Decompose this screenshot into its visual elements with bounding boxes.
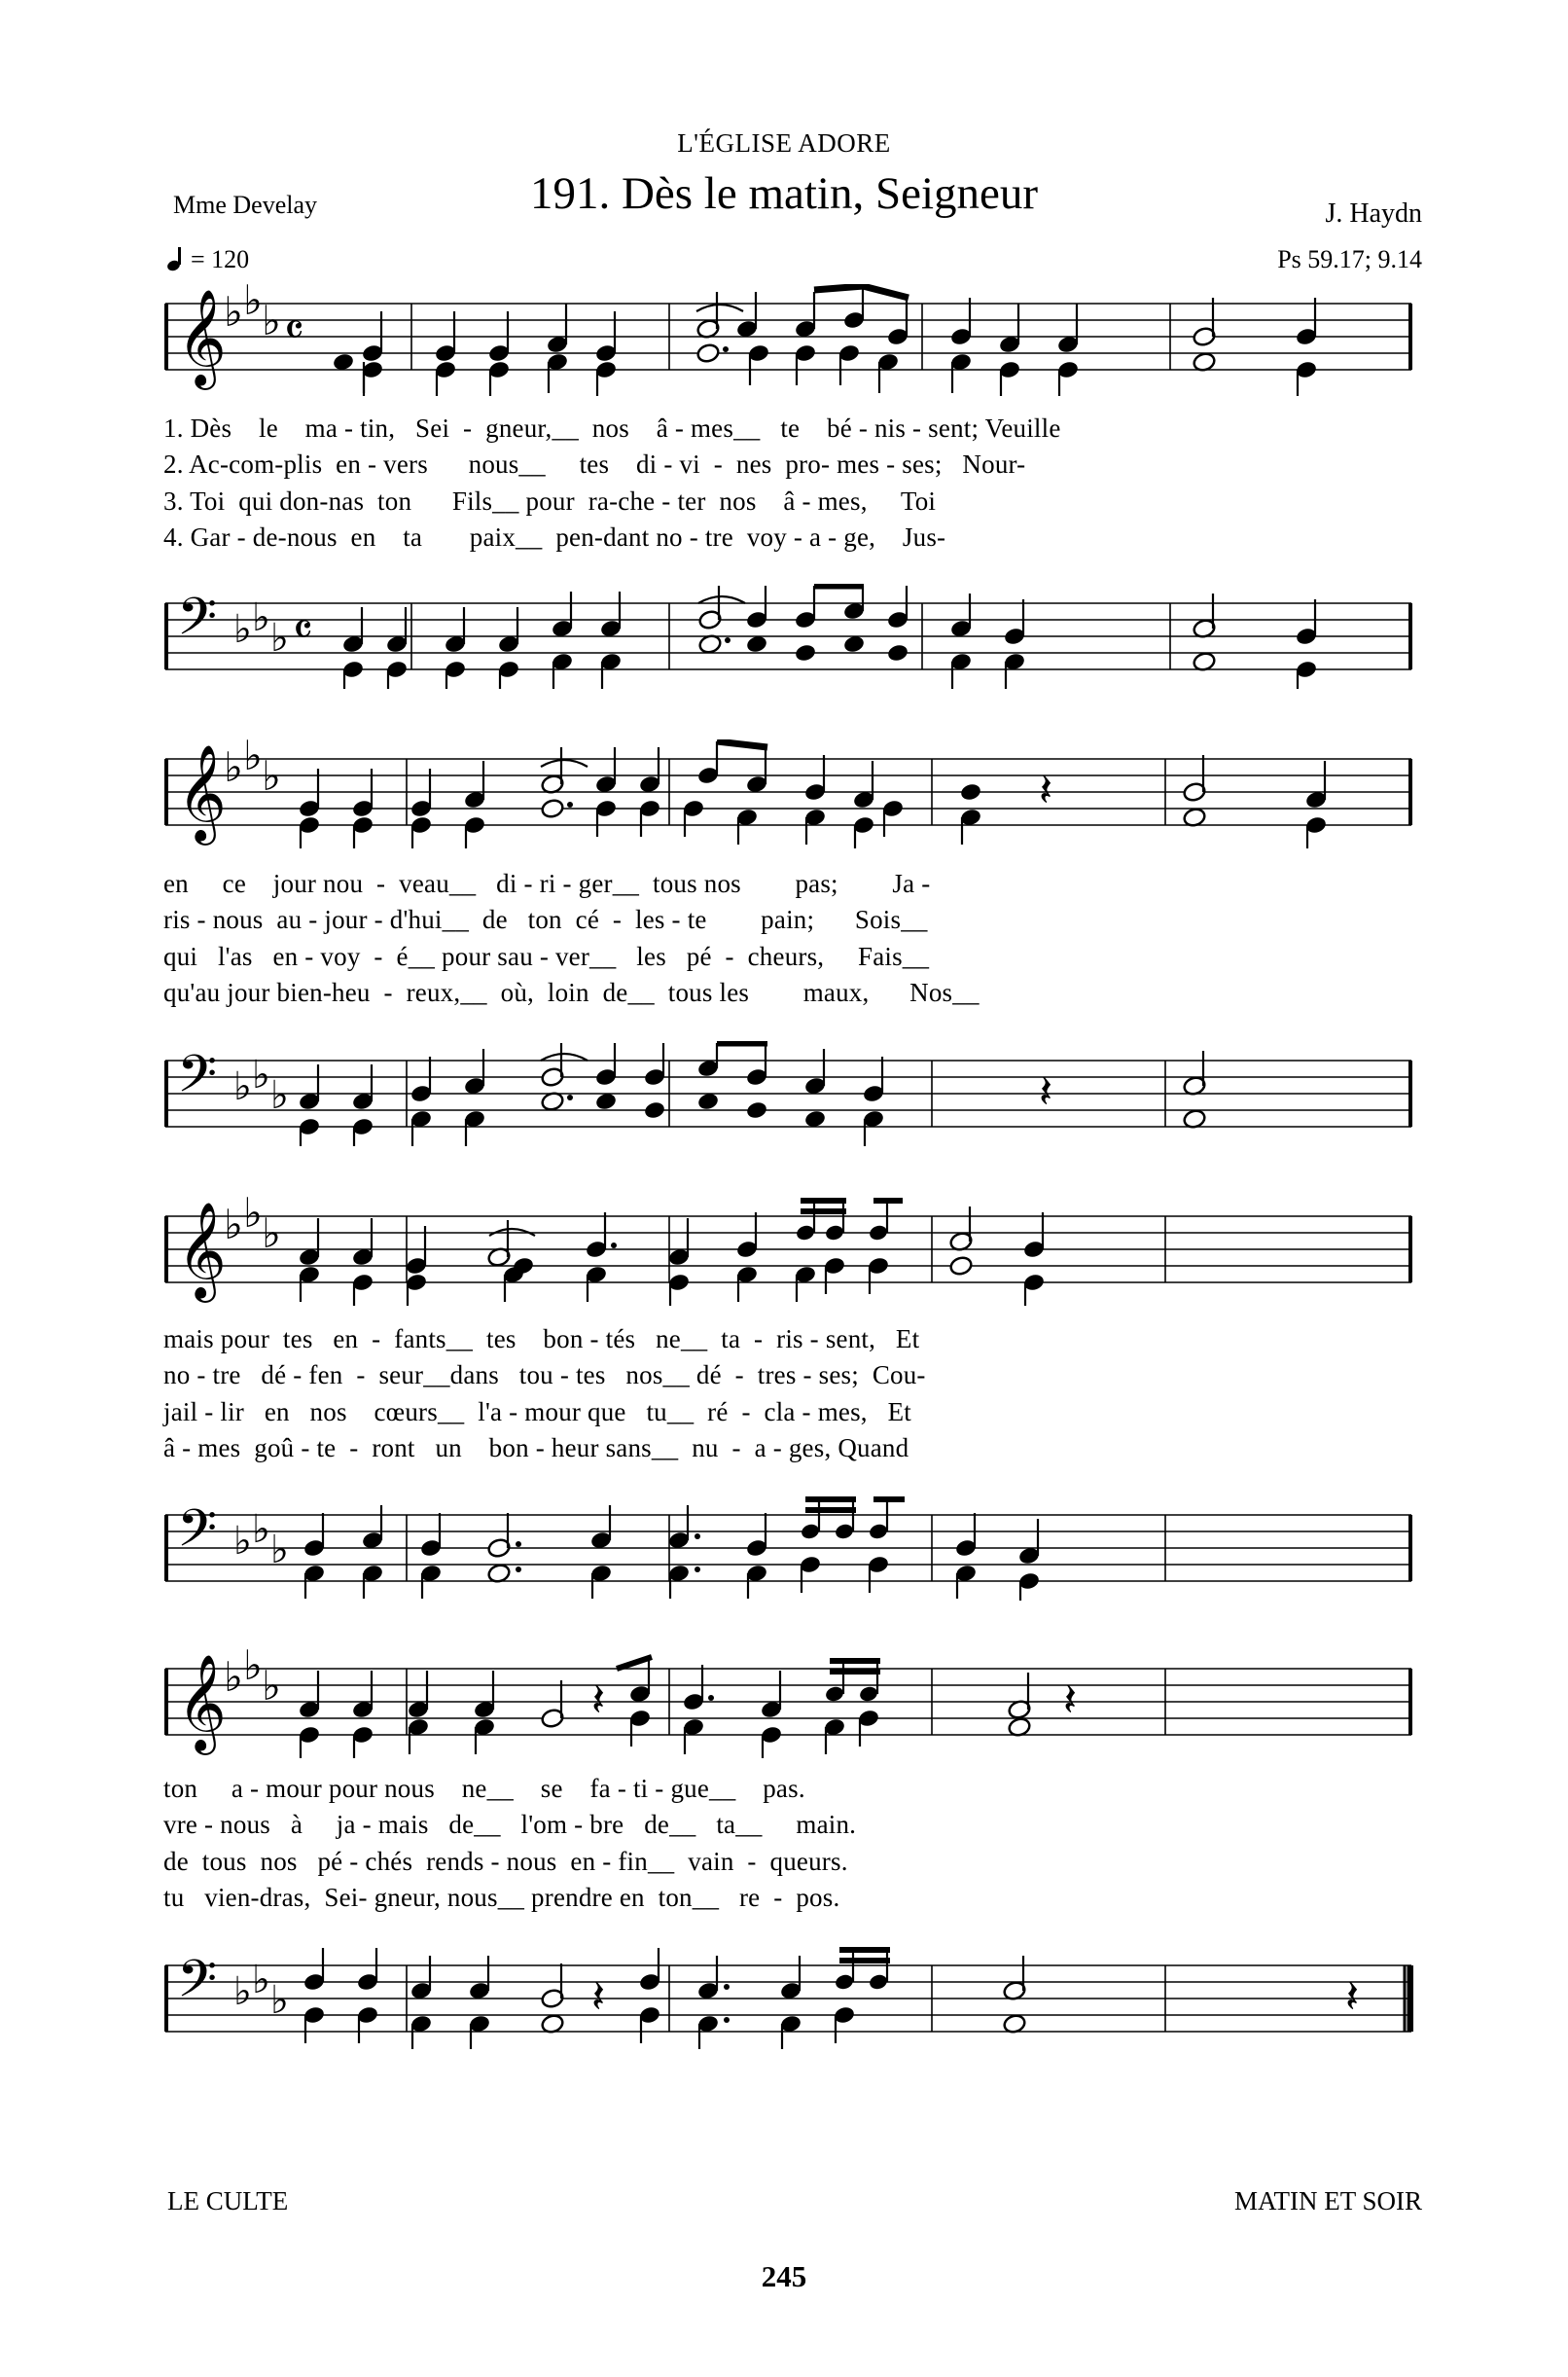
treble-clef-icon: 𝄞 <box>177 1202 227 1299</box>
lyric-line: jail - lir en nos cœurs__ l'a - mour que tu__ ré - cla - mes, Et <box>163 1396 911 1426</box>
lyric-line: ris - nous au - jour - d'hui__ de ton cé - les - te pain; Sois__ <box>163 905 928 935</box>
bass-clef-icon: 𝄢 <box>177 1045 218 1117</box>
lyrics-block-1 <box>163 411 1413 556</box>
svg-text:♭: ♭ <box>224 288 243 336</box>
treble-stave-4 <box>163 1649 1413 1761</box>
bass-stave-4 <box>163 1946 1413 2053</box>
bass-stave-1 <box>163 584 1413 691</box>
svg-text:♭: ♭ <box>243 284 263 324</box>
svg-text:♭: ♭ <box>224 1201 243 1248</box>
key-signature-flats <box>224 739 281 800</box>
footer-right-label: MATIN ET SOIR <box>1233 2186 1422 2215</box>
music-system-3-bass <box>163 1495 1413 1603</box>
key-signature-flats <box>224 284 281 344</box>
key-signature-flats <box>233 1507 289 1572</box>
music-system-3-treble <box>163 1197 1413 1309</box>
lyric-line: 1. Dès le ma - tin, Sei - gneur,__ nos â - mes__ te bé - nis - sent; Veuille <box>163 414 1061 443</box>
lyric-line: 3. Toi qui don-nas ton Fils__ pour ra-che - ter nos â - mes, Toi <box>163 486 937 516</box>
bass-stave-3 <box>163 1495 1413 1603</box>
footer-left-label: LE CULTE <box>167 2186 289 2215</box>
svg-text:♭: ♭ <box>270 1978 289 2023</box>
music-system-2-treble <box>163 739 1413 851</box>
bass-clef-icon: 𝄢 <box>177 1499 218 1571</box>
scripture-reference: Ps 59.17; 9.14 <box>1277 245 1422 273</box>
quarter-rest: 𝄽 <box>1039 1065 1053 1118</box>
svg-text:♭: ♭ <box>262 752 281 800</box>
quarter-note-icon <box>167 249 185 270</box>
lyric-line: 4. Gar - de-nous en ta paix__ pen-dant no - tre voy - a - ge, Jus- <box>163 522 946 552</box>
key-signature-flats <box>233 595 289 661</box>
svg-text:♭: ♭ <box>262 1662 281 1710</box>
svg-text:♭: ♭ <box>252 1958 270 2002</box>
tempo-value: = 120 <box>191 245 250 273</box>
quarter-rest: 𝄽 <box>1063 1674 1078 1726</box>
bass-clef-icon: 𝄢 <box>177 588 218 660</box>
quarter-rest <box>1039 764 1052 816</box>
music-system-4-bass <box>163 1946 1413 2053</box>
svg-text:♭: ♭ <box>243 1649 263 1689</box>
music-system-1-bass <box>163 584 1413 691</box>
svg-text:♭: ♭ <box>233 1969 252 2014</box>
key-signature-flats <box>224 1197 281 1257</box>
key-signature-flats <box>224 1649 281 1710</box>
lyrics-block-2 <box>163 866 1413 1011</box>
lyric-line: â - mes goû - te - ront un bon - heur sans__ nu - a - ges, Quand <box>163 1432 909 1462</box>
bass-clef-icon: 𝄢 <box>177 1950 218 2022</box>
music-system-2-bass <box>163 1041 1413 1148</box>
quarter-rest: 𝄽 <box>1345 1970 1360 2023</box>
svg-text:♭: ♭ <box>224 1653 243 1701</box>
lyric-line: mais pour tes en - fants__ tes bon - tés ne__ ta - ris - sent, Et <box>163 1324 920 1353</box>
composer-credit: J. Haydn <box>1325 198 1422 229</box>
lyric-line: en ce jour nou - veau__ di - ri - ger__ tous nos pas; Ja - <box>163 869 931 898</box>
svg-text:♭: ♭ <box>252 1053 270 1098</box>
lyric-line: 2. Ac-com-plis en - vers nous__ tes di - vi - nes pro- mes - ses; Nour- <box>163 450 1026 480</box>
time-signature: 𝄴 <box>284 304 304 356</box>
page-number: 245 <box>761 2259 807 2293</box>
treble-clef-icon <box>177 289 227 390</box>
svg-text:𝄽: 𝄽 <box>1039 764 1053 816</box>
lyric-line: qui l'as en - voy - é__ pour sau - ver__ les pé - cheurs, Fais__ <box>163 941 930 971</box>
music-system-1-treble <box>163 284 1413 396</box>
lyrics-block-3 <box>163 1321 1413 1466</box>
svg-text:♭: ♭ <box>270 616 289 661</box>
treble-stave-2 <box>163 739 1413 851</box>
svg-text:♭: ♭ <box>270 1528 289 1572</box>
treble-clef-icon: 𝄞 <box>177 1654 227 1751</box>
quarter-rest: 𝄽 <box>591 1674 606 1726</box>
tempo-marking <box>167 245 249 274</box>
lyric-line: ton a - mour pour nous ne__ se fa - ti - gue__ pas. <box>163 1774 805 1803</box>
svg-text:♭: ♭ <box>224 743 243 791</box>
time-signature: 𝄴 <box>293 603 313 656</box>
key-signature-flats <box>233 1053 289 1118</box>
svg-text:♭: ♭ <box>243 739 263 779</box>
treble-stave-1 <box>163 284 1413 396</box>
treble-stave-3 <box>163 1197 1413 1309</box>
svg-text:♭: ♭ <box>270 1073 289 1118</box>
svg-text:♭: ♭ <box>252 595 270 640</box>
section-heading: L'ÉGLISE ADORE <box>677 128 891 158</box>
music-system-4-treble <box>163 1649 1413 1761</box>
svg-text:♭: ♭ <box>252 1507 270 1552</box>
svg-text:♭: ♭ <box>233 1519 252 1564</box>
author-credit: Mme Develay <box>173 191 318 219</box>
svg-text:♭: ♭ <box>262 1209 281 1257</box>
lyrics-block-4 <box>163 1771 1413 1916</box>
lyric-line: no - tre dé - fen - seur__dans tou - tes nos__ dé - tres - ses; Cou- <box>163 1360 926 1390</box>
page-title: 191. Dès le matin, Seigneur <box>529 168 1039 219</box>
treble-clef-icon: 𝄞 <box>177 744 227 842</box>
svg-text:♭: ♭ <box>233 607 252 652</box>
svg-text:𝄞: 𝄞 <box>177 289 227 386</box>
bass-stave-2 <box>163 1041 1413 1148</box>
lyric-line: tu vien-dras, Sei- gneur, nous__ prendre en ton__ re - pos. <box>163 1882 840 1912</box>
key-signature-flats <box>233 1958 289 2023</box>
svg-text:♭: ♭ <box>262 297 281 344</box>
lyric-line: de tous nos pé - chés rends - nous en - fin__ vain - queurs. <box>163 1846 848 1876</box>
svg-text:♭: ♭ <box>243 1197 263 1237</box>
svg-text:♭: ♭ <box>233 1064 252 1109</box>
lyric-line: qu'au jour bien-heu - reux,__ où, loin de__ tous les maux, Nos__ <box>163 977 980 1007</box>
quarter-rest: 𝄽 <box>591 1970 606 2023</box>
lyric-line: vre - nous à ja - mais de__ l'om - bre de__ ta__ main. <box>163 1810 857 1840</box>
